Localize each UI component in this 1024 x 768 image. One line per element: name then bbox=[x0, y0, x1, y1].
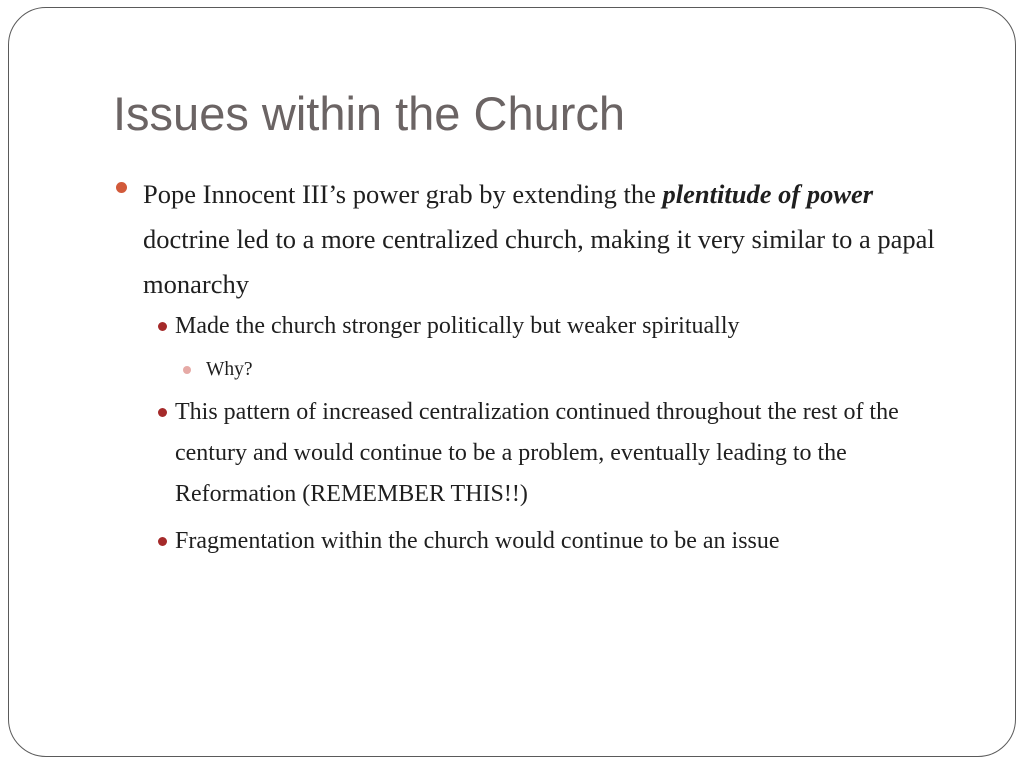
bullet-emphasis-text: plentitude of power bbox=[662, 179, 874, 209]
sub-sub-bullet-item: Why? bbox=[206, 359, 253, 380]
sub-bullet-item: Fragmentation within the church would continue to be an issue bbox=[175, 528, 780, 554]
sub-bullet-item: This pattern of increased centralization continued throughout the rest of the century and would continue to be a problem, eventually leading to the Reformation (REMEMBER THIS!!) bbox=[175, 399, 899, 507]
bullet-item-level1 bbox=[143, 172, 953, 307]
slide-title: Issues within the Church bbox=[113, 87, 626, 140]
bullet-marker-level2 bbox=[158, 537, 167, 546]
bullet-marker-level2 bbox=[158, 408, 167, 417]
bullet-marker-level3 bbox=[183, 366, 191, 374]
sub-bullet-item: Made the church stronger politically but weaker spiritually bbox=[175, 313, 740, 339]
bullet-marker-level1 bbox=[116, 182, 127, 193]
bullet-marker-level2 bbox=[158, 322, 167, 331]
bullet-text-before: Pope Innocent III’s power grab by extending the bbox=[143, 179, 663, 209]
bullet-text-after: doctrine led to a more centralized church, making it very similar to a papal monarchy bbox=[143, 224, 935, 299]
